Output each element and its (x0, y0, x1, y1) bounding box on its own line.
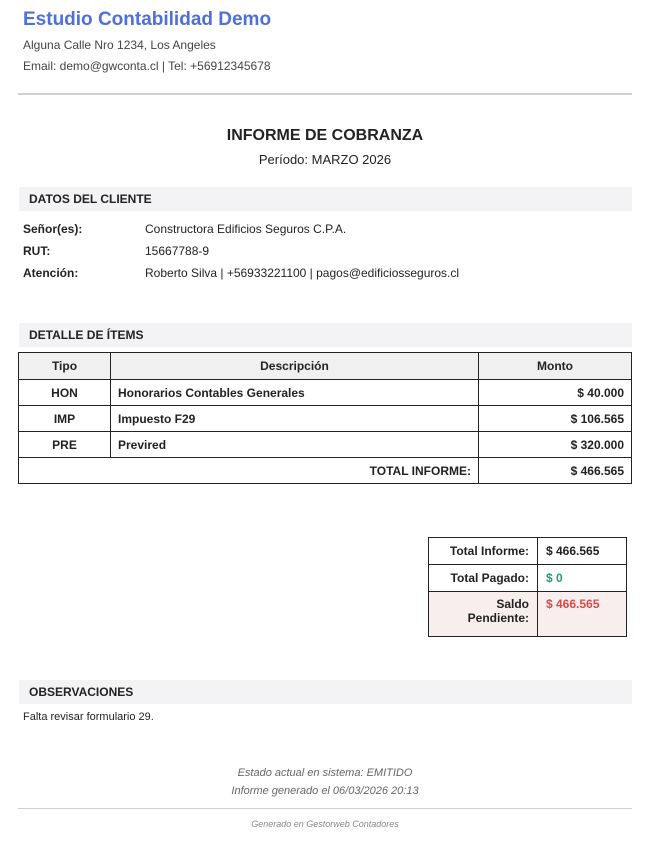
item-descripcion: Previred (111, 432, 479, 458)
summary-pendiente-label (429, 592, 538, 637)
items-section-title: DETALLE DE ÍTEMS (29, 328, 144, 342)
company-contact: Email: demo@gwconta.cl | Tel: +56912345678 (23, 59, 271, 73)
items-table (18, 352, 632, 484)
observations-section-title: OBSERVACIONES (29, 685, 134, 699)
summary-total-value: $ 466.565 (538, 538, 627, 565)
client-label: Atención: (23, 266, 79, 280)
summary-total-label: Total Informe: (429, 538, 538, 565)
summary-table (428, 537, 627, 637)
item-monto: $ 106.565 (479, 406, 632, 432)
item-monto: $ 320.000 (479, 432, 632, 458)
item-tipo: IMP (19, 406, 111, 432)
footer-divider (18, 808, 632, 809)
item-tipo: PRE (19, 432, 111, 458)
company-header (23, 8, 271, 74)
column-header-tipo: Tipo (19, 353, 111, 380)
observations-section-header (19, 680, 632, 704)
saldo-label-line1: Saldo (496, 597, 529, 611)
summary-pagado-label: Total Pagado: (429, 565, 538, 592)
status-block (0, 764, 650, 800)
summary-pendiente-value: $ 466.565 (538, 592, 627, 637)
client-value: Roberto Silva | +56933221100 | pagos@edificiosseguros.cl (145, 266, 460, 280)
item-monto: $ 40.000 (479, 380, 632, 406)
client-label: RUT: (23, 244, 51, 258)
client-value: 15667788-9 (145, 244, 210, 258)
status-generated: Informe generado el 06/03/2026 20:13 (231, 785, 419, 797)
status-state: Estado actual en sistema: EMITIDO (237, 767, 413, 779)
summary-row-total (429, 538, 627, 565)
column-header-descripcion: Descripción (111, 353, 479, 380)
total-informe-value: $ 466.565 (479, 458, 632, 484)
observations-text: Falta revisar formulario 29. (23, 711, 154, 723)
client-value: Constructora Edificios Seguros C.P.A. (145, 222, 347, 236)
items-table-header (19, 353, 632, 380)
table-row (19, 406, 632, 432)
client-label: Señor(es): (23, 222, 83, 236)
report-title: INFORME DE COBRANZA (226, 127, 424, 144)
summary-pagado-value: $ 0 (538, 565, 627, 592)
item-descripcion: Honorarios Contables Generales (111, 380, 479, 406)
client-section-header (19, 187, 632, 211)
total-row (19, 458, 632, 484)
total-informe-label: TOTAL INFORME: (19, 458, 479, 484)
report-period: Período: MARZO 2026 (258, 152, 392, 167)
client-section-title: DATOS DEL CLIENTE (29, 192, 152, 206)
footer-text: Generado en Gestorweb Contadores (251, 819, 399, 829)
company-name: Estudio Contabilidad Demo (23, 9, 272, 30)
table-row (19, 380, 632, 406)
items-section-header (19, 323, 632, 347)
summary-row-pendiente (429, 592, 627, 637)
item-tipo: HON (19, 380, 111, 406)
column-header-monto: Monto (479, 353, 632, 380)
table-row (19, 432, 632, 458)
header-divider (18, 93, 632, 95)
item-descripcion: Impuesto F29 (111, 406, 479, 432)
summary-row-pagado (429, 565, 627, 592)
saldo-label-line2: Pendiente: (467, 611, 529, 625)
company-address: Alguna Calle Nro 1234, Los Angeles (23, 38, 216, 52)
